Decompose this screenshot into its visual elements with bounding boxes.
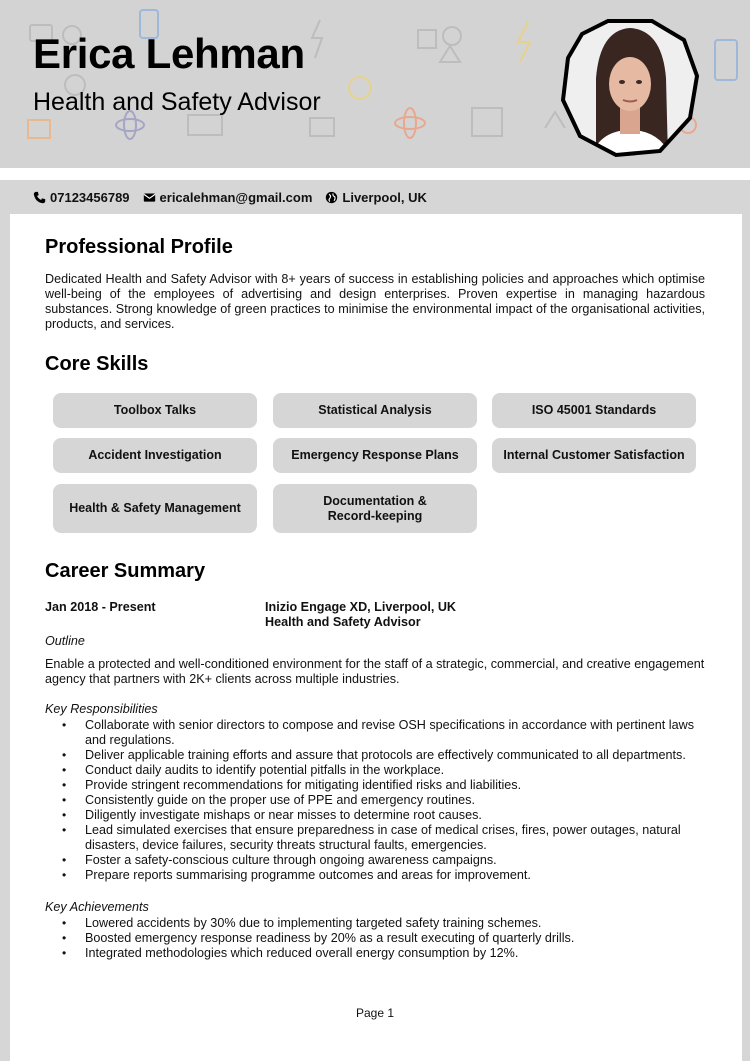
achievements-list: [45, 916, 705, 961]
skill-pill: Toolbox Talks: [53, 393, 257, 428]
location-text: Liverpool, UK: [342, 189, 427, 205]
contact-email: [143, 190, 313, 205]
page-number: Page 1: [355, 1006, 395, 1020]
skill-pill: Health & Safety Management: [53, 484, 257, 533]
profile-photo: [560, 18, 700, 158]
folder-icon: [28, 120, 50, 138]
achievements-label: Key Achievements: [45, 900, 149, 914]
shapes-icon: [418, 30, 436, 48]
list-item: • Collaborate with senior directors to compose and revise OSH specifications in accordance with pertinent laws and regulations.: [45, 718, 705, 748]
skill-pill: Accident Investigation: [53, 438, 257, 473]
responsibilities-list: [45, 718, 705, 883]
resume-header: [0, 0, 750, 168]
list-item: • Prepare reports summarising programme outcomes and areas for improvement.: [45, 868, 705, 883]
list-item: • Diligently investigate mishaps or near misses to determine root causes.: [45, 808, 705, 823]
job-employer: [265, 600, 456, 630]
contact-phone: [33, 190, 130, 205]
lightbulb-icon: [349, 77, 371, 99]
skill-pill: Internal Customer Satisfaction: [492, 438, 696, 473]
list-item: • Conduct daily audits to identify potential pitfalls in the workplace.: [45, 763, 705, 778]
outline-text: Enable a protected and well-conditioned environment for the staff of a strategic, commercial, and creative engagement agency that partners with 2K+ clients across multiple industries.: [45, 657, 705, 686]
list-item: • Consistently guide on the proper use of PPE and emergency routines.: [45, 793, 705, 808]
outline-label: Outline: [45, 634, 85, 648]
skills-heading: Core Skills: [45, 353, 149, 375]
envelope-icon: [143, 191, 156, 204]
list-item: • Integrated methodologies which reduced overall energy consumption by 12%.: [45, 946, 705, 961]
phone-icon: [33, 191, 46, 204]
globe-icon: [325, 191, 338, 204]
phone-number: 07123456789: [50, 189, 130, 205]
skill-pill: ISO 45001 Standards: [492, 393, 696, 428]
skill-pill: Documentation & Record-keeping: [273, 484, 477, 533]
contact-location: [325, 190, 427, 205]
building-icon: [188, 115, 222, 135]
list-item: • Boosted emergency response readiness by 20% as a result executing of quarterly drills.: [45, 931, 705, 946]
responsibilities-label: Key Responsibilities: [45, 702, 158, 716]
list-item: • Deliver applicable training efforts and assure that protocols are effectively communicated to all departments.: [45, 748, 705, 763]
profile-text: Dedicated Health and Safety Advisor with 8+ years of success in establishing policies and approaches which optimise well-being of the employees of advertising and design enterprises. Proven expertise in managing hazardous substances. Strong knowledge of green practices to minimise the environmental impact of the organisational activities, products, and services.: [45, 272, 705, 331]
lightning-icon: [518, 22, 530, 62]
list-item: • Provide stringent recommendations for mitigating identified risks and liabilities.: [45, 778, 705, 793]
atom-icon: [116, 119, 144, 131]
candidate-job-title: Health and Safety Advisor: [33, 88, 321, 116]
email-address: ericalehman@gmail.com: [159, 189, 313, 205]
contact-bar: [0, 180, 750, 214]
list-item: • Lowered accidents by 30% due to implementing targeted safety training schemes.: [45, 916, 705, 931]
career-heading: Career Summary: [45, 560, 206, 582]
list-item: • Foster a safety-conscious culture through ongoing awareness campaigns.: [45, 853, 705, 868]
job-company: Inizio Engage XD, Liverpool, UK: [265, 600, 457, 614]
list-item: • Lead simulated exercises that ensure preparedness in case of medical crises, fires, power outages, natural disasters, device failures, security threats structural faults, emergencies.: [45, 823, 705, 853]
skill-pill: Statistical Analysis: [273, 393, 477, 428]
profile-heading: Professional Profile: [45, 236, 233, 258]
skill-pill: Emergency Response Plans: [273, 438, 477, 473]
lightning-icon: [312, 20, 322, 58]
candidate-name: Erica Lehman: [33, 30, 305, 77]
job-dates: Jan 2018 - Present: [45, 600, 156, 614]
header-divider: [0, 168, 750, 180]
job-role: Health and Safety Advisor: [265, 615, 421, 629]
